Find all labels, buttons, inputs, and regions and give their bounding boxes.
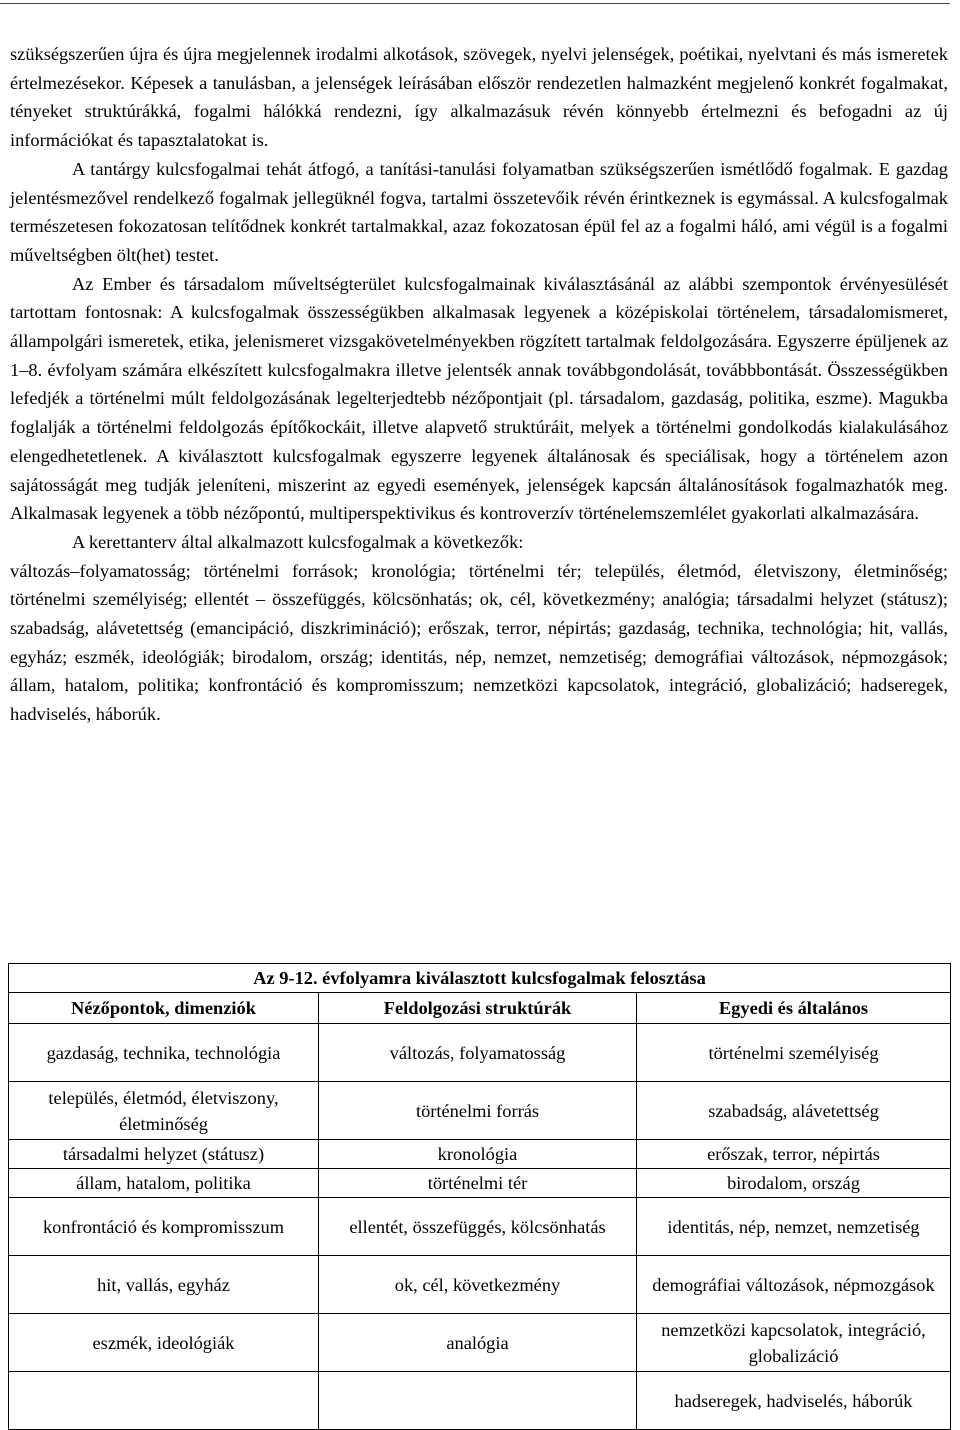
table-cell: nemzetközi kapcsolatok, integráció, globalizáció bbox=[637, 1314, 951, 1372]
header-structures: Feldolgozási struktúrák bbox=[319, 993, 637, 1024]
table-row bbox=[9, 1372, 951, 1430]
table-cell: történelmi személyiség bbox=[637, 1024, 951, 1082]
table-cell: analógia bbox=[319, 1314, 637, 1372]
table-row bbox=[9, 1198, 951, 1256]
paragraph-5-keyword-list: változás–folyamatosság; történelmi források; kronológia; történelmi tér; település, életmód, életviszony, életminőség; történelmi személyiség; ellentét – összefüggés, kölcsönhatás; ok, cél, következmény; analógia; társadalmi helyzet (státusz); szabadság, alávetettség (emancipáció, diszkrimináció); erőszak, terror, népirtás; gazdaság, technika, technológia; hit, vallás, egyház; eszmék, ideológiák; birodalom, ország; identitás, nép, nemzet, nemzetiség; demográfiai változások, népmozgások; állam, hatalom, politika; konfrontáció és kompromisszum; nemzetközi kapcsolatok, integráció, globalizáció; hadseregek, hadviselés, háborúk. bbox=[10, 560, 948, 725]
table-cell bbox=[9, 1372, 319, 1430]
table-cell: erőszak, terror, népirtás bbox=[637, 1140, 951, 1169]
table-cell: konfrontáció és kompromisszum bbox=[9, 1198, 319, 1256]
table-cell: ellentét, összefüggés, kölcsönhatás bbox=[319, 1198, 637, 1256]
table-row bbox=[9, 1140, 951, 1169]
table-row bbox=[9, 1256, 951, 1314]
table-cell: történelmi tér bbox=[319, 1169, 637, 1198]
table-cell: eszmék, ideológiák bbox=[9, 1314, 319, 1372]
paragraph-1: szükségszerűen újra és újra megjelennek irodalmi alkotások, szövegek, nyelvi jelenségek, poétikai, nyelvtani és más ismeretek értelmezésekor. Képesek a tanulásban, a jelenségek leírásában először rendezetlen halmazként megjelenő konkrét fogalmakat, tényeket struktúrákká, fogalmi hálókká rendezni, így alkalmazásuk révén könnyebb értelmezni és befogadni az új információkat és tapasztalatokat is. bbox=[10, 44, 948, 151]
header-perspectives: Nézőpontok, dimenziók bbox=[9, 993, 319, 1024]
paragraph-3: Az Ember és társadalom műveltségterület kulcsfogalmainak kiválasztásánál az alábbi szempontok érvényesülését tartottam fontosnak: A kulcsfogalmak összességükben alkalmasak legyenek a középiskolai történelem, társadalomismeret, állampolgári ismeretek, etika, jelenismeret vizsgakövetelményekben rögzített tartalmak feldolgozására. Egyszerre épüljenek az 1–8. évfolyam számára elkészített kulcsfogalmakra illetve jelentsék annak továbbgondolását, továbbbontását. Összességükben lefedjék a történelmi múlt feldolgozásának legelterjedtebb nézőpontjait (pl. társadalom, gazdaság, politika, eszme). Magukba foglalják a történelmi feldolgozás építőkockáit, illetve alapvető struktúráit, melyek a történelmi gondolkodás kialakulásához elengedhetetlenek. A kiválasztott kulcsfogalmak egyszerre legyenek általánosak és speciálisak, hogy a történelem azon sajátosságát meg tudják jeleníteni, miszerint az egyedi események, jelenségek kapcsán általánosítások fogalmazhatók meg. Alkalmasak legyenek a több nézőpontú, multiperspektivikus és kontroverzív történelemszemlélet gyakorlati alkalmazására. bbox=[10, 273, 948, 524]
paragraph-2: A tantárgy kulcsfogalmai tehát átfogó, a tanítási-tanulási folyamatban szükségszerűen ismétlődő fogalmak. E gazdag jelentésmezővel rendelkező fogalmak jellegüknél fogva, tartalmi összetevőik révén érintkeznek is egymással. A kulcsfogalmak természetesen fokozatosan telítődnek konkrét tartalmakkal, azaz fokozatosan épül fel az a fogalmi háló, ami végül is a fogalmi műveltségben ölt(het) testet. bbox=[10, 158, 948, 265]
paragraph-4: A kerettanterv által alkalmazott kulcsfogalmak a következők: bbox=[72, 531, 524, 552]
table-cell: identitás, nép, nemzet, nemzetiség bbox=[637, 1198, 951, 1256]
table-cell: gazdaság, technika, technológia bbox=[9, 1024, 319, 1082]
table-row bbox=[9, 1169, 951, 1198]
table-cell: kronológia bbox=[319, 1140, 637, 1169]
key-concepts-table-wrap bbox=[8, 963, 950, 1430]
table-row bbox=[9, 1024, 951, 1082]
table-cell: hadseregek, hadviselés, háborúk bbox=[637, 1372, 951, 1430]
table-caption: Az 9-12. évfolyamra kiválasztott kulcsfogalmak felosztása bbox=[9, 964, 951, 993]
table-cell: demográfiai változások, népmozgások bbox=[637, 1256, 951, 1314]
table-cell: szabadság, alávetettség bbox=[637, 1082, 951, 1140]
table-cell: birodalom, ország bbox=[637, 1169, 951, 1198]
table-cell bbox=[319, 1372, 637, 1430]
table-cell: hit, vallás, egyház bbox=[9, 1256, 319, 1314]
header-specific-general: Egyedi és általános bbox=[637, 993, 951, 1024]
table-cell: település, életmód, életviszony, életminőség bbox=[9, 1082, 319, 1140]
table-cell: állam, hatalom, politika bbox=[9, 1169, 319, 1198]
page-top-rule bbox=[0, 3, 950, 4]
body-text bbox=[10, 40, 948, 729]
table-cell: változás, folyamatosság bbox=[319, 1024, 637, 1082]
table-cell: ok, cél, következmény bbox=[319, 1256, 637, 1314]
table-row bbox=[9, 1314, 951, 1372]
table-row bbox=[9, 1082, 951, 1140]
table-cell: történelmi forrás bbox=[319, 1082, 637, 1140]
key-concepts-table bbox=[8, 963, 951, 1430]
table-cell: társadalmi helyzet (státusz) bbox=[9, 1140, 319, 1169]
